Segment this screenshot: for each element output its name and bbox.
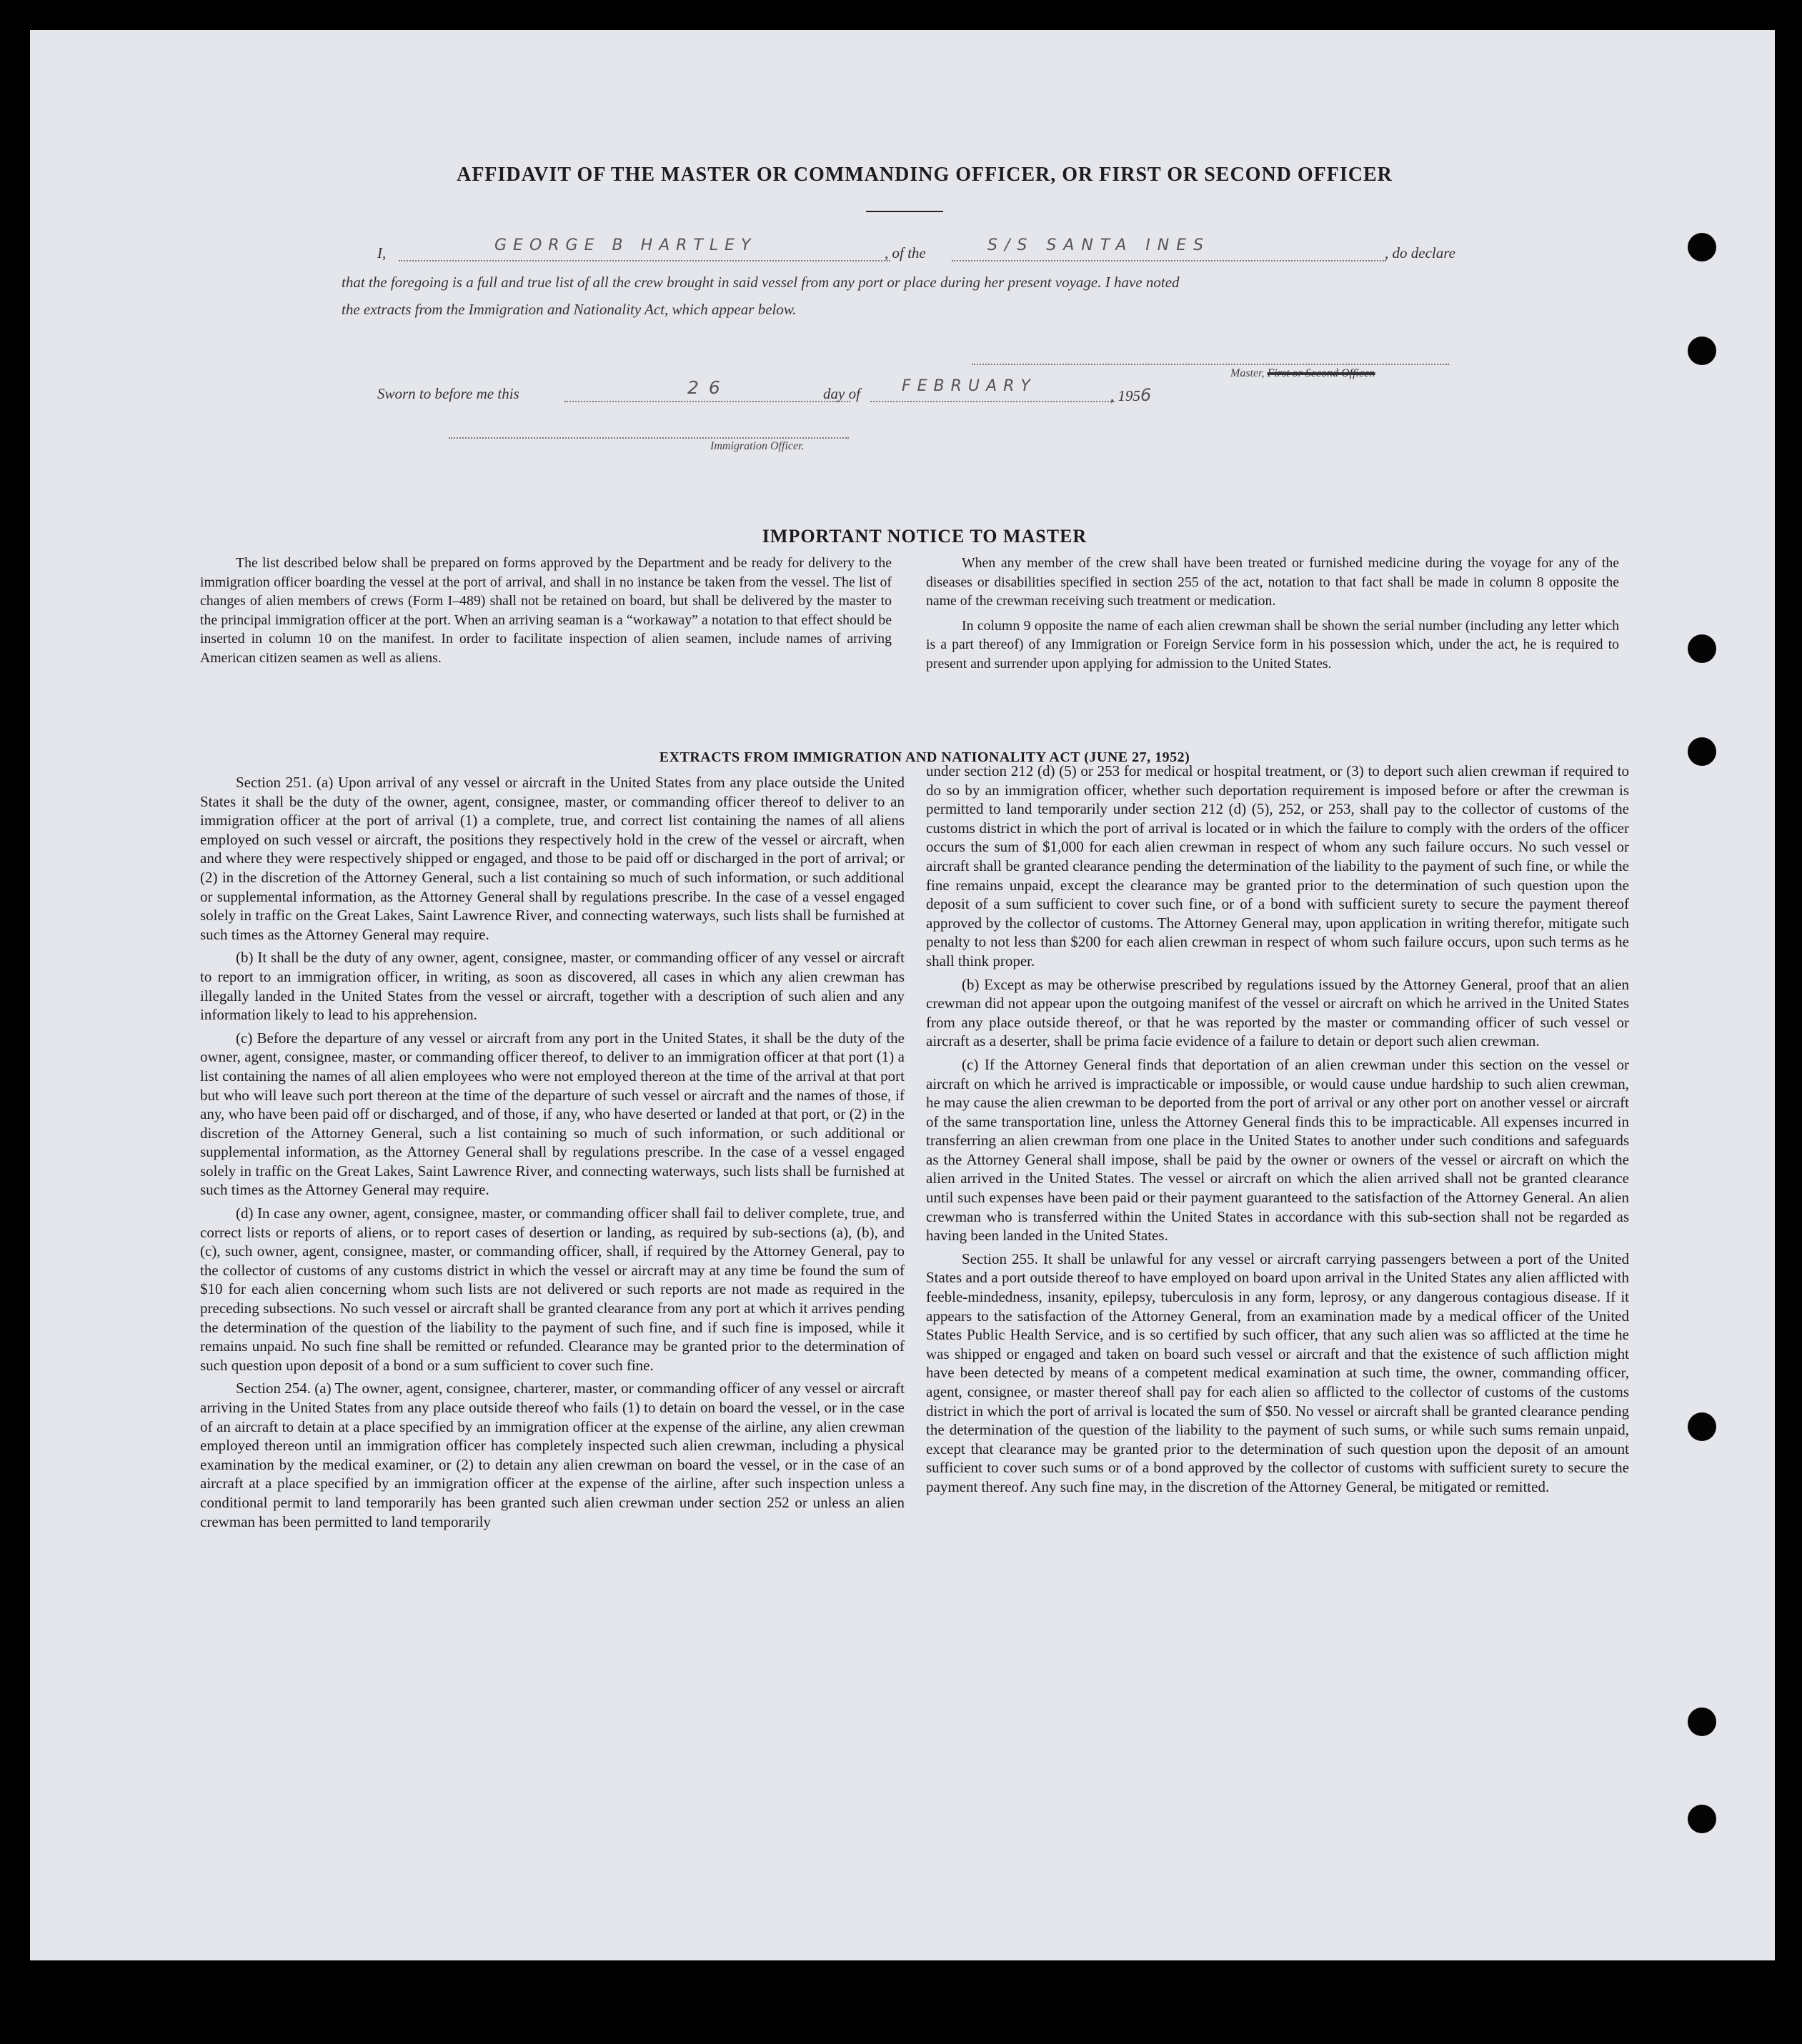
section-254a-continued: under section 212 (d) (5) or 253 for medical or hospital treatment, or (3) to deport such alien crewman if required to do so by an immigration officer, whether such deportation requirement is imposed before or after the crewman is permitted to land temporarily under section 212 (d) (5), 252, or 253, shall pay to the collector of customs of the customs district in which the port of arrival is located or in which the failure to comply with the orders of the officer occurs the sum of $1,000 for each alien crewman in respect of whom any such failure occurs. No such vessel or aircraft shall be granted clearance pending the determination of the liability to the payment of such fine, or while the fine remains unpaid, except the clearance may be granted prior to the determination of such question upon the deposit of a sum sufficient to cover such fine, or of a bond with sufficient surety to secure the payment thereof approved by the collector of customs. The Attorney General may, upon application in writing therefor, mitigate such penalty to not less than $200 for each alien crewman in respect of whom such failure occurs, upon such terms as he shall think proper. <box>926 762 1629 969</box>
of-the-label: , of the <box>885 244 926 261</box>
form-page <box>30 30 1775 1960</box>
section-251b: (b) It shall be the duty of any owner, agent, consignee, master, or commanding officer of any vessel or aircraft to report to an immigration officer, in writing, as soon as discovered, all cases in which any alien crewman has illegally landed in the United States from the vessel or aircraft, together with a description of such alien and any information likely to lead to his apprehension. <box>200 949 905 1024</box>
i-label: I, <box>377 244 387 261</box>
extracts-right-column <box>926 762 1629 1497</box>
section-254b: (b) Except as may be otherwise prescribed by regulations issued by the Attorney General, proof that an alien crewman did not appear upon the outgoing manifest of the vessel or aircraft on which he arrived in the United States from any place outside thereof, or that he was reported by the master or commanding officer of such vessel or aircraft as a deserter, shall be prima facie evidence of a failure to detain or deport such alien crewman. <box>926 975 1629 1050</box>
notice-right-paragraph-2: In column 9 opposite the name of each alien crewman shall be shown the serial number (including any letter which is a part thereof) of any Immigration or Foreign Service form in his possession which, under the act, he is required to present and surrender upon applying for admission to the United States. <box>926 617 1619 672</box>
day-line <box>564 401 850 402</box>
day-handwritten: 26 <box>687 377 730 398</box>
declaration-line-2: that the foregoing is a full and true list of all the crew brought in said vessel from any port or place during her present voyage. I have noted <box>342 274 1180 291</box>
year-printed: , 195 <box>1110 387 1140 404</box>
immigration-officer-label: Immigration Officer. <box>710 440 805 452</box>
do-declare-label: , do declare <box>1385 244 1455 261</box>
struck-officer-label: First or Second Officer. <box>1267 367 1375 379</box>
declaration-line-3: the extracts from the Immigration and Nationality Act, which appear below. <box>342 301 797 318</box>
notice-right-column <box>926 554 1619 673</box>
extracts-left-column <box>200 773 905 1531</box>
immigration-officer-line <box>449 437 849 439</box>
master-signature-line <box>972 364 1449 365</box>
section-251c: (c) Before the departure of any vessel or aircraft from any port in the United States, it shall be the duty of the owner, agent, consignee, master, or commanding officer thereof, to deliver to an immigration officer at that port (1) a list containing the names of all alien employees who were not employed thereon at the time of the arrival at that port but who will leave such port thereon at the time of the departure of such vessel or aircraft and the names of those, if any, who have been paid off or discharged, and of those, if any, who have deserted or landed at that port, or (2) in the discretion of the Attorney General, such a list containing so much of such information, or such additional or supplemental information, as the Attorney General shall by regulations prescribe. In the case of a vessel engaged solely in traffic on the Great Lakes, Saint Lawrence River, and connecting waterways, such lists shall be furnished at such times as the Attorney General may require. <box>200 1029 905 1199</box>
section-254c: (c) If the Attorney General finds that deportation of an alien crewman under this section on the vessel or aircraft on which he arrived is impracticable or impossible, or would cause undue hardship to such alien crewman, he may cause the alien crewman to be deported from the port of arrival or any other port on another vessel or aircraft of the same transportation line, unless the Attorney General finds this to be impracticable. All expenses incurred in transferring an alien crewman from one place in the United States to another under such conditions and safeguards as the Attorney General shall impose, shall be paid by the owner or owners of the vessel or aircraft on which the alien arrived in the United States. The vessel or aircraft on which the alien arrived shall not be granted clearance until such expenses have been paid or their payment guaranteed to the satisfaction of the Attorney General. An alien crewman who is transferred within the United States in accordance with this sub-section shall not be regarded as having been landed in the United States. <box>926 1055 1629 1245</box>
affidavit-title: AFFIDAVIT OF THE MASTER OR COMMANDING OFFICER, OR FIRST OR SECOND OFFICER <box>457 164 1393 186</box>
notice-left-column <box>200 554 892 667</box>
vessel-line <box>952 260 1386 261</box>
binder-hole <box>1688 737 1716 766</box>
name-line <box>399 260 890 261</box>
section-251d: (d) In case any owner, agent, consignee, master, or commanding officer shall fail to deliver complete, true, and correct lists or reports of aliens, or to report cases of desertion or landing, as required by sub-sections (a), (b), and (c), such owner, agent, consignee, master, or commanding officer, shall, if required by the Attorney General, pay to the collector of customs of any customs district in which the vessel or aircraft may at any time be found the sum of $10 for each alien concerning whom such lists are not delivered or such reports are not made as required in the preceding subsections. No such vessel or aircraft shall be granted clearance from any port at which it arrives pending the determination of the question of the liability to the payment of such fine, and if such fine is imposed, while it remains unpaid. No such fine shall be remitted or refunded. Clearance may be granted prior to the determination of such question upon deposit of a bond or a sum sufficient to cover such fine. <box>200 1205 905 1374</box>
binder-hole <box>1688 336 1716 365</box>
section-251a: Section 251. (a) Upon arrival of any vessel or aircraft in the United States from any place outside the United States it shall be the duty of the owner, agent, consignee, master, or commanding officer thereof to deliver to an immigration officer at the port of arrival (1) a complete, true, and correct list containing the names of all aliens employed on such vessel or aircraft, the positions they respectively hold in the crew of the vessel or aircraft, when and where they were respectively shipped or engaged, and those to be paid off or discharged in the port of arrival; or (2) in the discretion of the Attorney General, such a list containing so much of such information, or such additional or supplemental information, as the Attorney General shall by regulations prescribe. In the case of a vessel engaged solely in traffic on the Great Lakes, Saint Lawrence River, and connecting waterways, such lists shall be furnished at such times as the Attorney General may require. <box>200 774 905 943</box>
binder-hole <box>1688 233 1716 261</box>
vessel-name-handwritten: S/S SANTA INES <box>987 236 1211 254</box>
binder-hole <box>1688 1412 1716 1441</box>
month-line <box>870 401 1115 402</box>
binder-hole <box>1688 1805 1716 1833</box>
binder-hole <box>1688 634 1716 663</box>
binder-hole <box>1688 1708 1716 1736</box>
sworn-label: Sworn to before me this <box>377 385 519 402</box>
day-of-label: day of <box>823 385 860 402</box>
notice-title: IMPORTANT NOTICE TO MASTER <box>762 526 1087 547</box>
notice-left-paragraph: The list described below shall be prepared on forms approved by the Department and be ready for delivery to the immigration officer boarding the vessel at the port of arrival, and shall in no instance be taken from the vessel. The list of changes of alien members of crews (Form I–489) shall not be retained on board, but shall be delivered by the master to the principal immigration officer at the port. When an arriving seaman is a “workaway” a notation to that effect should be inserted in column 10 on the manifest. In order to facilitate inspection of alien seamen, include names of arriving American citizen seamen as well as aliens. <box>200 555 892 666</box>
section-255: Section 255. It shall be unlawful for any vessel or aircraft carrying passengers between a port of the United States and a port outside thereof to have employed on board upon arrival in the United States any alien afflicted with feeble-mindedness, insanity, epilepsy, tuberculosis in any form, leprosy, or any dangerous contagious disease. If it appears to the satisfaction of the Attorney General, from an examination made by a medical officer of the United States Public Health Service, and is so certified by such officer, that any such alien was so afflicted at the time he was shipped or engaged and taken on board such vessel or aircraft and that the existence of such affliction might have been detected by means of a competent medical examination at such time, the owner, commanding officer, agent, consignee, or master thereof shall pay for each alien so afflicted to the collector of customs of the customs district in which the port of arrival is located the sum of $50. No vessel or aircraft shall be granted clearance pending the determination of the question of the liability to the payment of such sums, or while such sums remain unpaid, except that clearance may be granted prior to the determination of such question upon the deposit of an amount sufficient to cover such sums or of a bond approved by the collector of customs with sufficient surety to secure the payment thereof. Any such fine may, in the discretion of the Attorney General, be mitigated or remitted. <box>926 1250 1629 1495</box>
master-title <box>1230 367 1375 380</box>
year-handwritten: 6 <box>1140 385 1152 405</box>
master-name-handwritten: GEORGE B HARTLEY <box>494 236 757 254</box>
month-handwritten: FEBRUARY <box>902 377 1037 395</box>
master-label: Master, <box>1230 367 1265 379</box>
year-field <box>1110 385 1151 405</box>
extracts-title: EXTRACTS FROM IMMIGRATION AND NATIONALITY ACT (JUNE 27, 1952) <box>659 749 1190 765</box>
title-rule <box>866 211 943 212</box>
notice-right-paragraph-1: When any member of the crew shall have been treated or furnished medicine during the voyage for any of the diseases or disabilities specified in section 255 of the act, notation to that fact shall be made in column 8 opposite the name of the crewman receiving such treatment or medication. <box>926 555 1619 609</box>
section-254a: Section 254. (a) The owner, agent, consignee, charterer, master, or commanding officer of any vessel or aircraft arriving in the United States from any place outside thereof who fails (1) to detain on board the vessel, or in the case of an aircraft to detain at a place specified by an immigration officer at the expense of the airline, any alien crewman employed thereon until an immigration officer has completely inspected such alien crewman, including a physical examination by the medical examiner, or (2) to detain any alien crewman on board the vessel, or in the case of an aircraft at a place specified by an immigration officer at the expense of the airline, after such inspection unless a conditional permit to land temporarily has been granted such alien crewman under section 252 or unless an alien crewman has been permitted to land temporarily <box>200 1380 905 1530</box>
